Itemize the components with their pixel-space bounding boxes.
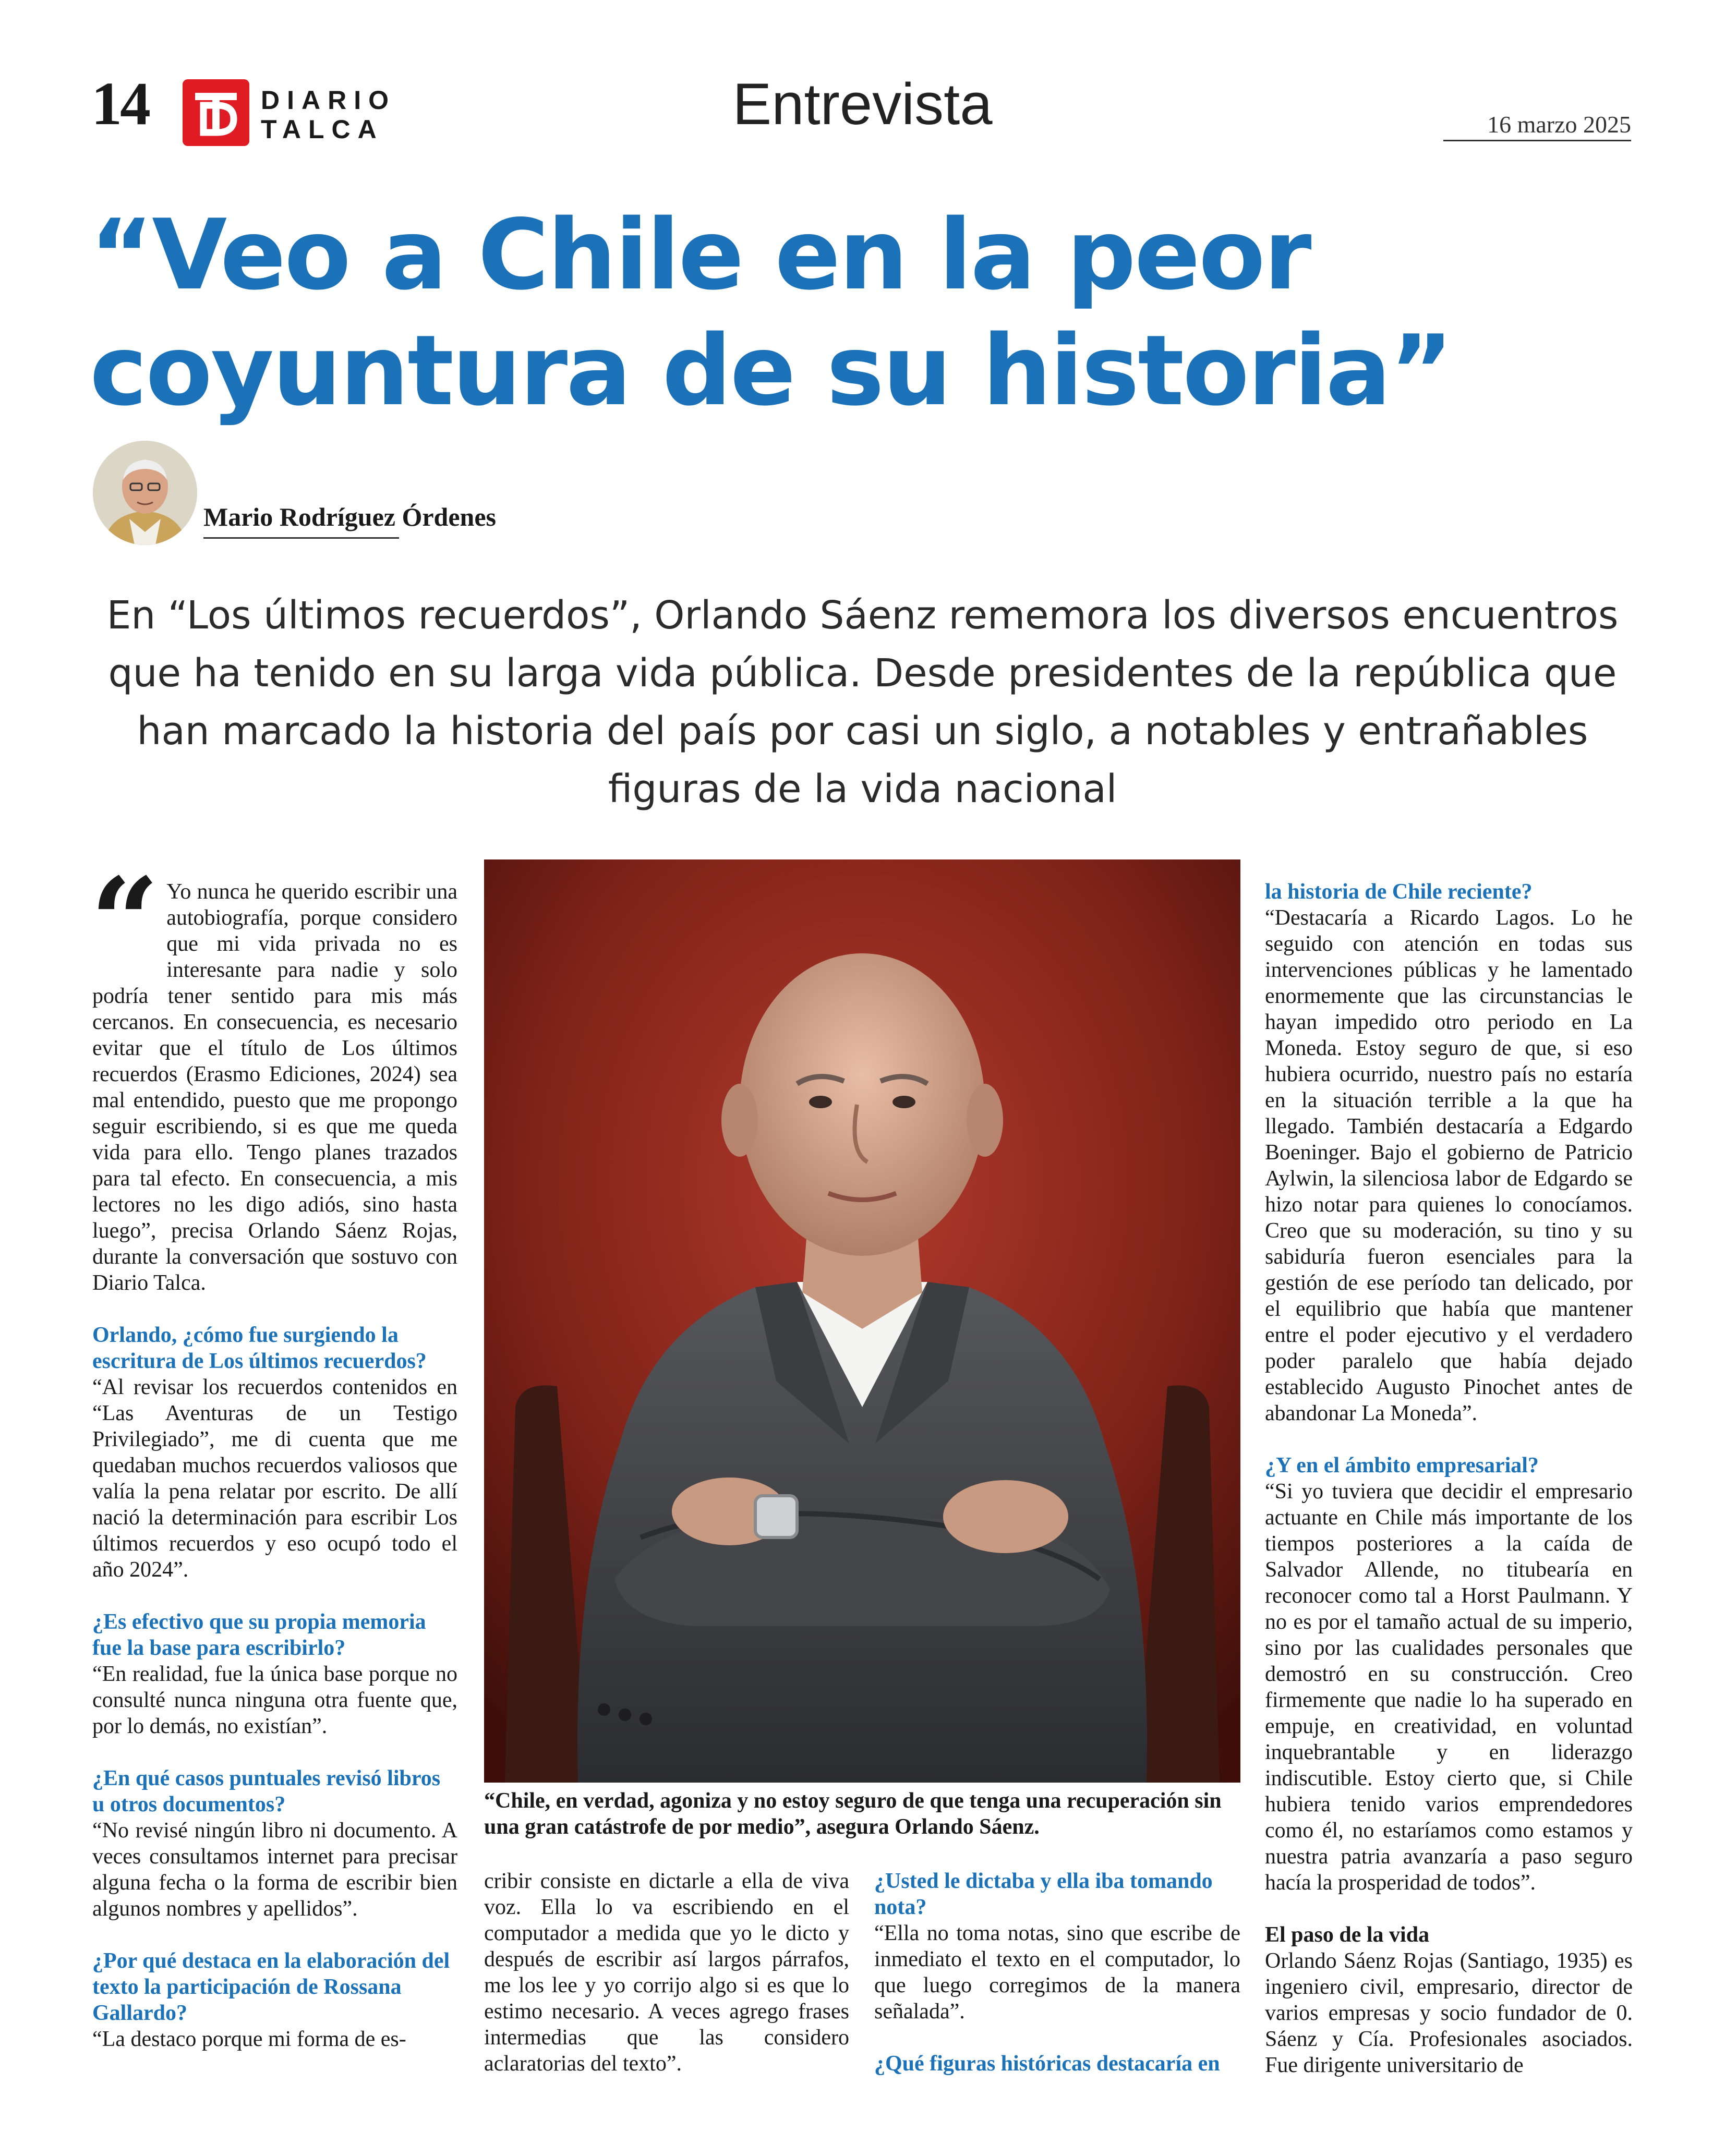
bio-paragraph: Orlando Sáenz Rojas (Santiago, 1935) es ingeniero civil, empresario, director de varios empresas y socio fundador de 0. Sáenz y Cía. Profesionales asociados. Fue dirigente universitario de bbox=[1265, 1949, 1633, 2077]
answer-7: “Si yo tuviera que decidir el empresario actuante en Chile más importante de los tiempos posteriores a la caída de Salvador Allende, no titubearía en reconocer como tal a Horst Paulmann. Y no es por el tamaño actual de su imperio, sino por las cualidades personales que demostró en su construcción. Creo firmemente que nadie lo ha superado en empuje, en creatividad, en voluntad inquebrantable y en liderazgo indiscutible. Estoy cierto que, si Chile hubiera tenido varios emprendedores como él, no estaríamos como estamos y nuestra patria avanzaría a paso seguro hacía la prosperidad de todos”. bbox=[1265, 1480, 1633, 1895]
opening-quote-mark: “ bbox=[90, 852, 160, 992]
answer-5: “Ella no toma notas, sino que escribe de inmediato el texto en el computador, lo que luego corregimos de la manera señalada”. bbox=[874, 1921, 1240, 2024]
author-avatar bbox=[93, 441, 197, 545]
portrait-photo bbox=[484, 859, 1240, 1783]
article-column-1 bbox=[90, 852, 457, 2052]
question-2: ¿Es efectivo que su propia memoria fue la base para escribirlo? bbox=[92, 1610, 426, 1660]
lead-paragraph: En “Los últimos recuerdos”, Orlando Sáenz rememora los diversos encuentros que ha tenido en su larga vida pública. Desde presidentes de la república que han marcado la historia del país por casi un siglo, a notables y entrañables figuras de la vida nacional bbox=[106, 593, 1619, 811]
question-4: ¿Por qué destaca en la elaboración del texto la participación de Rossana Gallardo? bbox=[92, 1949, 450, 2025]
intro-paragraph: Yo nunca he querido escribir una autobiografía, porque considero que mi vida privada no es interesante para nadie y solo podría tener sentido para mis más cercanos. En consecuencia, es necesario evitar que el título de Los últimos recuerdos (Erasmo Ediciones, 2024) sea mal entendido, puesto que me propongo seguir escribiendo, si es que me queda vida para ello. Tengo planes trazados para tal efecto. En consecuencia, a mis lectores no les digo adiós, sino hasta luego”, precisa Orlando Sáenz Rojas, durante la conversación que sostuvo con Diario Talca. bbox=[92, 880, 457, 1295]
question-6-part-2: la historia de Chile reciente? bbox=[1265, 880, 1533, 904]
author-byline: Mario Rodríguez Órdenes bbox=[203, 502, 497, 531]
logo-line-1: DIARIO bbox=[261, 86, 396, 115]
photo-caption: “Chile, en verdad, agoniza y no estoy seguro de que tenga una recuperación sin una gran catástrofe de por medio”, asegura Orlando Sáenz. bbox=[484, 1789, 1222, 1839]
answer-4-part-2: cribir consiste en dictarle a ella de viva voz. Ella lo va escribiendo en el computador a medida que yo le dicto y después de escribir así largos párrafos, me los lee y yo corrijo algo si es que lo estimo necesario. A veces agrego frases intermedias que las considero aclaratorias del texto”. bbox=[484, 1869, 849, 2076]
byline-underline bbox=[203, 537, 399, 539]
section-title: Entrevista bbox=[732, 71, 993, 137]
article-column-4 bbox=[1265, 879, 1633, 2078]
article-column-3 bbox=[874, 1868, 1240, 2077]
question-1: Orlando, ¿cómo fue surgiendo la escritura de Los últimos recuerdos? bbox=[92, 1323, 427, 1373]
question-3: ¿En qué casos puntuales revisó libros u otros documentos? bbox=[92, 1766, 441, 1816]
issue-date: 16 marzo 2025 bbox=[1487, 111, 1631, 138]
article-column-2 bbox=[484, 1868, 849, 2077]
answer-4-part-1: “La destaco porque mi forma de es- bbox=[92, 2027, 406, 2051]
answer-6: “Destacaría a Ricardo Lagos. Lo he seguido con atención en todas sus intervenciones públicas y he lamentado enormemente que las circunstancias le hayan impedido otro periodo en La Moneda. Estoy seguro de que, si eso hubiera ocurrido, nuestro país no estaría en la situación terrible a la que ha llegado. También destacaría a Edgardo Boeninger. Bajo el gobierno de Patricio Aylwin, la silenciosa labor de Edgardo se hizo notar para quienes lo conocíamos. Creo que su moderación, su tino y su sabiduría fueron esenciales para la gestión de ese período tan delicado, por el equilibrio que había que mantener entre el poder ejecutivo y el verdadero poder paralelo que había dejado establecido Augusto Pinochet antes de abandonar La Moneda”. bbox=[1265, 906, 1633, 1425]
answer-1: “Al revisar los recuerdos contenidos en “Las Aventuras de un Testigo Privilegiado”, me di cuenta que me quedaban muchos recuerdos valiosos que valía la pena relatar por escrito. De allí nació la determinación para escribir Los últimos recuerdos y eso ocupó todo el año 2024”. bbox=[92, 1375, 457, 1582]
date-underline bbox=[1443, 140, 1631, 141]
question-6-part-1: ¿Qué figuras históricas destacaría en bbox=[874, 2052, 1220, 2076]
question-5: ¿Usted le dictaba y ella iba tomando nota? bbox=[874, 1869, 1213, 1919]
answer-3: “No revisé ningún libro ni documento. A veces consultamos internet para precisar alguna fecha o la forma de escribir bien algunos nombres y apellidos”. bbox=[92, 1819, 457, 1921]
headline: “Veo a Chile en la peor coyuntura de su historia” bbox=[90, 198, 1452, 427]
answer-2: “En realidad, fue la única base porque no consulté nunca ninguna otra fuente que, por lo demás, no existían”. bbox=[92, 1662, 457, 1738]
question-7: ¿Y en el ámbito empresarial? bbox=[1265, 1454, 1539, 1477]
page-number: 14 bbox=[91, 69, 149, 138]
logo-line-2: TALCA bbox=[261, 115, 384, 144]
bio-subheading: El paso de la vida bbox=[1265, 1923, 1430, 1947]
